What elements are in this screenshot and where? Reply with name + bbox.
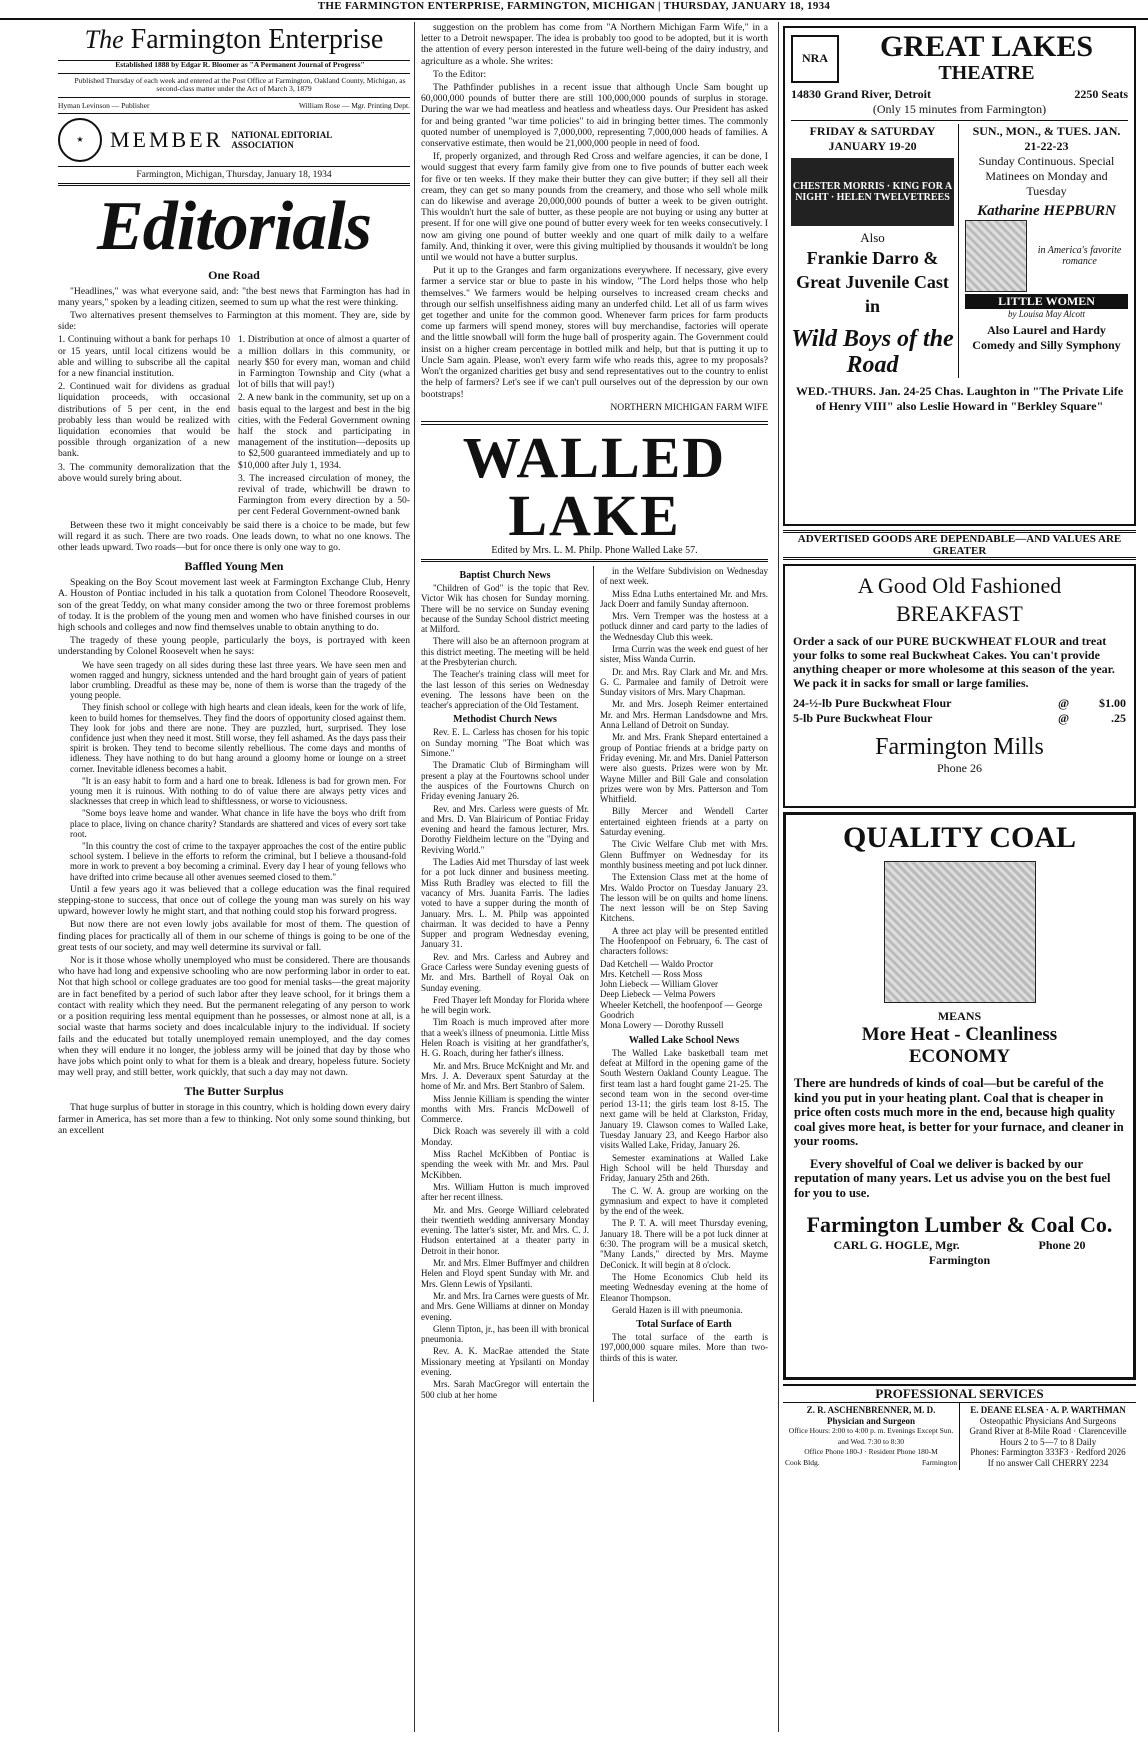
staff-publisher: Hyman Levinson — Publisher xyxy=(58,100,150,110)
mills-ad xyxy=(783,564,1136,808)
coal-contact xyxy=(794,1238,1125,1253)
coal-company: Farmington Lumber & Coal Co. xyxy=(806,1212,1113,1237)
coal-para-1: There are hundreds of kinds of coal—but be careful of the kind you put in your heating plant. Coal that is cheaper in price often costs much more in the end, because high quality coal gives more heat, is better for your furnace, and cleaner in your rooms. xyxy=(794,1076,1124,1148)
masthead-the: The xyxy=(84,25,124,54)
publication-notice: Published Thursday of each week and entered at the Post Office at Farmington, Oakland County, Michigan, as second-class matter under the Act of March 3, 1879 xyxy=(74,75,406,93)
news-item: Mr. and Mrs. Bruce McKnight and Mr. and Mrs. J. A. Deveraux spent Saturday at the home of Mr. and Mrs. Bert Stanbro of Salem. xyxy=(421,1060,589,1092)
letter-para-2: If, properly organized, and through Red Cross and welfare agencies, it can be done, I would suggest that every farm family give from one to five pounds of butter each week for five or ten weeks. If they make their butter they can give butter; if they sell all their cream, they can get so many pounds from the creamery, and those who sell whole milk can do likewise and average 20,000,000 pounds of butter a week to be given outright. This wouldn't hurt the sale of butter, as these people are not buying or using any butter at present. If for one will give one pound of butter every week for ten weeks consecutively. I now am giving one pound of butter weekly and one quart of milk daily to a welfare family. And, thinking it over, were this giving multiplied by thousands it wouldn't be long until we would not have a butter surplus. xyxy=(421,151,768,264)
baffled-para-2: The tragedy of these young people, particularly the boys, is portrayed with keen understanding by Colonel Roosevelt when he says: xyxy=(58,635,410,658)
news-item: Semester examinations at Walled Lake High School will be held Thursday and Friday, January 25th and 26th. xyxy=(600,1152,768,1184)
staff-list xyxy=(58,101,410,110)
news-item: Mrs. Vern Tremper was the hostess at a potluck dinner and card party to the ladies of the Wednesday Club this week. xyxy=(600,611,768,642)
theatre-address: 14830 Grand River, Detroit xyxy=(791,87,931,101)
staff-manager: William Rose — Mgr. Printing Dept. xyxy=(298,100,410,110)
theatre-name: GREAT LAKES xyxy=(879,30,1094,63)
news-item: Mrs. Sarah MacGregor will entertain the 500 club at her home xyxy=(421,1379,589,1400)
alt-right-3: 3. The increased circulation of money, the revival of trade, whichwill be drawn to Farmington from every direction by a 50-per cent Federal Government-owned bank xyxy=(238,472,410,518)
news-item: There will also be an afternoon program at this district meeting. The meeting will be held at the Presbyterian church. xyxy=(421,636,589,667)
coal-title: QUALITY COAL xyxy=(842,821,1077,854)
baffled-after-3: Nor is it those whose wholly unemployed who must be considered. There are thousands who have had long and expensive schooling who are now performing labor in order to eat. Not that high school or college graduates are too good for menial tasks—the great majority are in fact benefited by a period of such labor after they leave school, for it brings them a contact with reality which they need. But the permanent relegating of any person to work or a position requiring less mental equipment than he possesses, or almost none at all, is a social waste that harms society and does incalculable injury to the individual. If society fails and the educated but totally unemployed remain unemployed, and the day comes when they will endure it no longer, the jobless army will be joined that day by those who have jobs which point only to what for them is a bleak and dreary, hopeless future. Society may well pray, and still better, work quickly, that such a day may not dawn. xyxy=(58,955,410,1079)
coal-para-2: Every shovelful of Coal we deliver is backed by our reputation of many years. Let us advise you on the best fuel for you to use. xyxy=(794,1156,1111,1200)
cast-entry: John Liebeck — William Glover xyxy=(600,979,718,990)
also-label: Also xyxy=(860,230,885,245)
coal-shovel-illustration xyxy=(884,861,1036,1003)
theatre-seats: 2250 Seats xyxy=(1074,87,1128,101)
news-item: The Home Economics Club held its meeting Wednesday evening at the home of Eleanor Thompson. xyxy=(600,1271,768,1303)
news-item: Dr. and Mrs. Ray Clark and Mr. and Mrs. G. C. Parmalee and family of Detroit were Sunday visitors of Mrs. Mary Chapman. xyxy=(600,666,768,698)
professional-services xyxy=(783,1384,1136,1470)
theatre-sun-tue xyxy=(965,124,1128,378)
quote-para-1: We have seen tragedy on all sides during these last three years. We have seen men and women ragged and hungry, sickness untended and the hard brought gain of years of patient labor crumbling. Dreadful as these may be, none of them is worse than the tragedy of the young people. xyxy=(70,659,406,701)
butter-heading: The Butter Surplus xyxy=(184,1084,284,1099)
one-road-intro2: Two alternatives present themselves to Farmington at this moment. They are, side by side: xyxy=(58,309,410,333)
letter-para-1: The Pathfinder publishes in a recent issue that although Uncle Sam bought up 60,000,000 pounds of butter there are still 100,000,000 pounds of surplus in storage. During the war we had meatless and heatless and wheatless days. Our President has asked for and being granted "war time policies" to aid in bringing better times. The commonly quoted number of unemployed is 7,000,000, representing 7,000,000 heads of families. A conservative estimate, then would be 21,000,000 people in need of food. xyxy=(421,82,768,150)
news-item: Mr. and Mrs. George Williard celebrated their twentieth wedding anniversary Monday evening. The latter's sister, Mr. and Mrs. C. J. Hudson entertained at a theater party in Detroit in their honor. xyxy=(421,1204,589,1256)
letter-signature: NORTHERN MICHIGAN FARM WIFE xyxy=(610,401,768,413)
coal-slogan-2: ECONOMY xyxy=(908,1046,1011,1067)
aschenbrenner-name: Z. R. ASCHENBRENNER, M. D. xyxy=(806,1405,936,1415)
editorial-column xyxy=(58,22,410,1732)
association-block xyxy=(58,117,410,163)
king-for-a-night-poster: CHESTER MORRIS · KING FOR A NIGHT · HELEN TWELVETREES xyxy=(791,158,954,226)
news-item: Billy Mercer and Wendell Carter entertained eighteen friends at a party on Saturday evening. xyxy=(600,806,768,838)
coal-town: Farmington xyxy=(928,1253,991,1267)
hepburn-tagline: in America's favorite romance xyxy=(1037,245,1122,267)
coal-ad xyxy=(783,812,1136,1380)
news-item: The total surface of the earth is 197,000,000 square miles. More than two-thirds of this is water. xyxy=(600,1332,768,1363)
news-item: Mr. and Mrs. Joseph Reimer entertained Mr. and Mrs. Herman Landsdowne and Mrs. Anna Lelland of Detroit on Sunday. xyxy=(600,699,768,731)
quote-para-4: "Some boys leave home and wander. What chance in life have the boys who drift from place to place, living on chance charity? Standards are shattered and vices of every sort take root. xyxy=(70,808,406,839)
news-item: Rev. and Mrs. Carless and Aubrey and Grace Carless were Sunday evening guests of Mr. and Mrs. Barthell of Royal Oak on Sunday evening. xyxy=(421,951,589,993)
news-item: Tim Roach is much improved after more that a week's illness of pneumonia. Little Miss Helen Roach is visiting at her grandfather's, H. G. Roach, during her father's illness. xyxy=(421,1017,589,1059)
alt-left-1: 1. Continuing without a bank for perhaps 10 or 15 years, until local citizens would be able and willing to subscribe all the capital for a new financial institution. xyxy=(58,334,230,379)
mills-item-name: 24-½-lb Pure Buckwheat Flour xyxy=(793,696,952,710)
news-item: Rev. and Mrs. Carless were guests of Mr. and Mrs. D. Van Blairicum of Pontiac Friday evening and heard the famous lecturer, Mrs. Dorothy Fieldheim lecture on the "Dying and Reviving World." xyxy=(421,803,589,855)
news-item: Irma Currin was the week end guest of her sister, Miss Wanda Currin. xyxy=(600,643,768,665)
advertised-goods-banner: ADVERTISED GOODS ARE DEPENDABLE—AND VALUES ARE GREATER xyxy=(783,530,1136,560)
news-item: Mr. and Mrs. Frank Shepard entertained a group of Pontiac friends at a bridge party on Friday evening. Mr. and Mrs. Daniel Patterson were also guests. Prizes were won by Mr. Wayne Miller and Bill Gale and consolation prizes were won by Mrs. Patterson and Tom Whitfield. xyxy=(600,732,768,805)
middle-column xyxy=(414,22,774,1732)
mills-body: Order a sack of our PURE BUCKWHEAT FLOUR and treat your folks to some real Buckwheat Cakes. You can't provide anything cheaper or more wholesome at this season of the year. We pack it in sacks for small or large families. xyxy=(793,634,1115,690)
baffled-after-2: But now there are not even lowly jobs available for most of them. The question of finding places for practically all of them in our scheme of things is going to be one of the great tests of our society, and may well determine its survival or fall. xyxy=(58,919,410,953)
news-item: The Extension Class met at the home of Mrs. Waldo Proctor on Tuesday January 23. The lesson will be on quilts and home linens. The next lesson will be on Step Saving Kitchens. xyxy=(600,872,768,924)
letter-para-3: Put it up to the Granges and farm organizations everywhere. If necessary, give every farmer a service star or blue to paste in his window, "The Lord helps those who help themselves." We farmers would be helping ourselves to increased cream checks and through our selfish unselfishness aiding many an underfed child. Let all of us farm wives get together and unite for the common good. Whenever farm prices for farm products come up farmers will spend money, stores will buy merchandise, factories will operate and the little snowball will form the huge ball of prosperity again. The Government could insist on a higher cream percentage in bottled milk and help, but that is putting it up to Uncle Sam again. Please, won't every farm wife who reads this, agree to my proposals? Won't the organized charities get busy and send representatives out to the country to enlist the help of farmers? Let's see if we can't pull ourselves out of the depression by our own bootstraps! xyxy=(421,265,768,400)
alt-left-2: 2. Continued wait for dividens as gradual liquidation proceeds, with occasional distributions of 5 per cent, in the end probably less than would be realized with liquidation economies that would be possible through organization of a new bank. xyxy=(58,381,230,460)
alt-right-2: 2. A new bank in the community, set up on a basis equal to the largest and best in the big cities, with the Federal Government owning half the stock and participating in management of the institution—deposits up to $2,500 guaranteed immediately and up to $10,000 after July 1, 1934. xyxy=(238,392,410,471)
frankie-darro-feature: Frankie Darro & Great Juvenile Cast in xyxy=(796,248,949,316)
news-item: Dick Roach was severely ill with a cold Monday. xyxy=(421,1126,589,1147)
elsea-warthman-names: E. DEANE ELSEA · A. P. WARTHMAN xyxy=(970,1405,1126,1415)
laurel-hardy-also: Also Laurel and Hardy Comedy and Silly Symphony xyxy=(972,323,1121,352)
elsea-warthman-hours: Hours 2 to 5—7 to 8 Daily xyxy=(999,1436,1097,1447)
letter-salutation: To the Editor: xyxy=(433,68,487,80)
butter-para: That huge surplus of butter in storage in this country, which is holding down every dairy farmer in America, has set more than a few to thinking. Not only some sound thinking, but an excellent xyxy=(58,1102,410,1136)
coal-slogan-1: More Heat - Cleanliness xyxy=(861,1024,1058,1045)
news-subheading: Baptist Church News xyxy=(459,569,551,581)
news-item: The C. W. A. group are working on the gymnasium and expect to have it completed by the end of the week. xyxy=(600,1185,768,1217)
masthead-title xyxy=(58,22,410,61)
ads-column xyxy=(778,22,1140,1732)
mills-item-at: @ xyxy=(1058,696,1070,710)
mills-item-at: @ xyxy=(1058,711,1070,725)
editorials-banner: Editorials xyxy=(97,187,371,265)
association-seal-icon: ★ xyxy=(58,118,102,162)
aschenbrenner-town: Farmington xyxy=(922,1457,957,1467)
theatre-subname: THEATRE xyxy=(938,62,1035,84)
fri-sat-dates: FRIDAY & SATURDAY JANUARY 19-20 xyxy=(809,124,936,153)
coal-phone: Phone 20 xyxy=(1038,1238,1086,1252)
quote-para-2: They finish school or college with high hearts and clean ideals, keen for the work of life, keen to build homes for themselves. They find the doors of opportunity closed against them. They look for jobs and there are none. They are puzzled, hurt, surprised. They lose confidence just when they need it most. Still worse, they fell ashamed. As the days pass their spirit is broken. They tend to become silently rebellious. The come days and months of idleness. They have nothing to do but hang around a gloomy home or lounge on a street corner. Inevitable idleness becomes a habit. xyxy=(70,702,406,774)
mills-item-price: .25 xyxy=(1111,711,1126,725)
masthead-name: Farmington Enterprise xyxy=(130,24,384,55)
aschenbrenner-hours: Office Hours: 2:00 to 4:00 p. m. Evenings Except Sun. and Wed. 7:30 to 8:30 xyxy=(788,1426,954,1446)
alternatives-list xyxy=(58,334,410,519)
one-road-intro: "Headlines," was what everyone said, and: "the best news that Farmington has had in many years," spoken by a leading citizen, seemed to sum up what the rest were thinking. xyxy=(58,285,410,308)
news-item: Fred Thayer left Monday for Florida where he will begin work. xyxy=(421,994,589,1016)
hepburn-portrait xyxy=(965,220,1027,292)
aschenbrenner-role: Physician and Surgeon xyxy=(826,1415,916,1426)
aschenbrenner-card xyxy=(783,1403,960,1470)
news-item: Miss Edna Luths entertained Mr. and Mrs. Jack Doerr and family Sunday afternoon. xyxy=(600,588,768,609)
professional-title: PROFESSIONAL SERVICES xyxy=(783,1384,1136,1403)
mills-item-name: 5-lb Pure Buckwheat Flour xyxy=(793,711,933,725)
coal-manager: CARL G. HOGLE, Mgr. xyxy=(833,1238,960,1252)
news-item: The Civic Welfare Club met with Mrs. Glenn Buffmyer on Wednesday for its monthly business meeting and pot luck dinner. xyxy=(600,839,768,870)
one-road-heading: One Road xyxy=(208,267,260,282)
association-name: NATIONAL EDITORIAL ASSOCIATION xyxy=(231,129,332,150)
news-item: The Ladies Aid met Thursday of last week for a pot luck dinner and business meeting. Miss Ruth Bradley was elected to fill the vacancy of Mrs. Juanita Farris. The ladies voted to have a supper during the month of January. Mrs. L. M. Philp was appointed chairman. It was decided to have a Penny Supper and program Wednesday evening, January 31. xyxy=(421,857,589,950)
news-item: Gerald Hazen is ill with pneumonia. xyxy=(612,1304,743,1315)
dateline: Farmington, Michigan, Thursday, January 18, 1934 xyxy=(136,169,332,180)
alternatives-right xyxy=(238,334,410,519)
established-line: Established 1888 by Edgar R. Bloomer as "A Permanent Journal of Progress" xyxy=(115,60,365,69)
theatre-fri-sat xyxy=(791,124,959,378)
mills-price-list xyxy=(793,696,1126,726)
news-item: The Teacher's training class will meet for the last lesson of this series on Wednesday evening. The lessons have been on the teacher's appreciation of the Old Testament. xyxy=(421,669,589,711)
nra-eagle-icon: NRA xyxy=(791,35,839,83)
theatre-ad xyxy=(783,26,1136,526)
wed-thurs-program: WED.-THURS. Jan. 24-25 Chas. Laughton in "The Private Life of Henry VIII" also Leslie Howard in "Berkley Square" xyxy=(795,384,1124,413)
walled-lake-col-a xyxy=(421,566,594,1402)
cast-entry: Mrs. Ketchell — Ross Moss xyxy=(600,968,703,979)
mills-price-row xyxy=(793,711,1126,726)
running-head: THE FARMINGTON ENTERPRISE, FARMINGTON, MICHIGAN | THURSDAY, JANUARY 18, 1934 xyxy=(0,0,1148,20)
little-women-author: by Louisa May Alcott xyxy=(1007,309,1086,319)
walled-lake-editor: Edited by Mrs. L. M. Philp. Phone Walled Lake 57. xyxy=(421,545,768,562)
news-item: Mrs. William Hutton is much improved after her recent illness. xyxy=(421,1181,589,1203)
coal-means: MEANS xyxy=(937,1009,982,1023)
baffled-after-1: Until a few years ago it was believed that a college education was the final required stepping-stone to success, that once out of college the young man was surely on his way upward, however lowly he might start, and that nothing could stop his forward progress. xyxy=(58,883,410,918)
mills-price-row xyxy=(793,696,1126,711)
quote-para-5: "In this country the cost of crime to the taxpayer approaches the cost of the entire public school system. I believe in the efforts to reform the criminal, but I believe a thousand-fold more in work to prevent a boy becoming a criminal. Every day I hear of young fellows who have drifted into crime because all other avenues seemed closed to them." xyxy=(70,841,406,882)
elsea-warthman-card xyxy=(960,1403,1136,1470)
news-subheading: Walled Lake School News xyxy=(628,1034,740,1046)
alt-left-3: 3. The community demoralization that the above would surely bring about. xyxy=(58,461,230,484)
baffled-heading: Baffled Young Men xyxy=(184,559,284,574)
quote-para-3: "It is an easy habit to form and a hard one to break. Idleness is bad for grown men. For young men it is ruinous. With nothing to do of value there are always petty vices and slacknesses that creep in which lead to shiftlessness, or worse to viciousness. xyxy=(70,775,406,807)
one-road-closing: Between these two it might conceivably be said there is a choice to be made, but few will regard it as such. There are two roads. One leads down, to what no one knows. The other leads upward. Two roads—but for once there is only one way to go. xyxy=(58,519,410,553)
little-women-title: LITTLE WOMEN xyxy=(965,294,1128,309)
cast-entry: Dad Ketchell — Waldo Proctor xyxy=(600,958,714,969)
aschenbrenner-phones: Office Phone 180-J · Resident Phone 180-M xyxy=(804,1447,938,1456)
baffled-para-1: Speaking on the Boy Scout movement last week at Farmington Exchange Club, Henry A. Houston of Pontiac included in his talk a quotation from Colonel Theodore Roosevelt, son of the great Teddy, on what many consider among the two or three foremost problems of today. It is the problem of the young men and women who have finished courses in our high schools and colleges and now find themselves unable to obtain anything to do. xyxy=(58,577,410,633)
wild-boys-title: Wild Boys of the Road xyxy=(791,326,954,378)
theatre-distance: (Only 15 minutes from Farmington) xyxy=(872,102,1047,116)
news-item: Miss Jennie Killiam is spending the winter months with Mrs. Francis McDowell of Commerce. xyxy=(421,1093,589,1125)
professional-cards xyxy=(783,1403,1136,1470)
news-item: Mr. and Mrs. Elmer Buffmyer and children Helen and Floyd spent Sunday with Mr. and Mrs. Glenn Lewis of Ypsilanti. xyxy=(421,1258,589,1289)
roosevelt-quote xyxy=(58,660,410,882)
news-item: Rev. A. K. MacRae attended the State Missionary meeting at Ypsilanti on Monday evening. xyxy=(421,1346,589,1377)
mills-company: Farmington Mills xyxy=(875,734,1044,760)
mills-item-price: $1.00 xyxy=(1099,696,1126,710)
news-item: The Dramatic Club of Birmingham will present a play at the Fourtowns school under the auspices of the Fourtowns Church on Friday evening January 26. xyxy=(421,760,589,802)
alternatives-left xyxy=(58,334,230,519)
cast-entry: Mona Lowery — Dorothy Russell xyxy=(600,1020,724,1031)
aschenbrenner-building: Cook Bldg. xyxy=(785,1457,820,1467)
sun-tue-dates: SUN., MON., & TUES. JAN. 21-22-23 xyxy=(972,124,1121,153)
letter-intro: suggestion on the problem has come from "A Northern Michigan Farm Wife," in a letter to a Detroit newspaper. The idea is probably too good to be adopted, but it is worth the attention of every person interested in the future well-being of the dairy industry, and agriculture as a whole. She writes: xyxy=(421,22,768,67)
mills-title: A Good Old Fashioned BREAKFAST xyxy=(857,573,1062,626)
news-item: in the Welfare Subdivision on Wednesday of next week. xyxy=(600,565,768,587)
news-item: A three act play will be presented entitled The Hoofenpoof on February, 6. The cast of characters follows: xyxy=(600,925,768,957)
walled-lake-banner: WALLED LAKE xyxy=(421,421,768,545)
news-item: The P. T. A. will meet Thursday evening, January 18. There will be a pot luck dinner at 6:30. The program will be a musical sketch, "Many Lands," directed by Mrs. Mayme DeConick. It will begin at 8 o'clock. xyxy=(600,1218,768,1270)
mills-phone: Phone 26 xyxy=(937,761,982,775)
walled-lake-col-b xyxy=(600,566,768,1402)
alt-right-1: 1. Distribution at once of almost a quarter of a million dollars in this community, or nearly $50 for every man, woman and child in Farmington Township and City (what a lot of bills that will pay!) xyxy=(238,334,410,391)
member-label: MEMBER xyxy=(110,126,224,152)
news-item: The Walled Lake basketball team met defeat at Milford in the opening game of the South Western Oakland County League. The first team last a hard fought game 21-25. The second team won in the second over-time period 13-11; the girls team lost 8-15. The next game will be held at Clarkston, Friday, January 19. Clawson comes to Walled Lake, Tuesday January 23, and Keego Harbor also visits Walled Lake, Friday, January 26. xyxy=(600,1047,768,1151)
elsea-warthman-role: Osteopathic Physicians And Surgeons xyxy=(979,1415,1117,1426)
cast-entry: Wheeler Ketchell, the hoofenpoof — George Goodrich xyxy=(600,999,763,1021)
walled-lake-news xyxy=(421,566,768,1402)
news-item: Rev. E. L. Carless has chosen for his topic on Sunday morning "The Boat which was Simone." xyxy=(421,727,589,759)
continuous-note: Sunday Continuous. Special Matinees on Monday and Tuesday xyxy=(978,154,1115,198)
cast-entry: Deep Liebeck — Velma Powers xyxy=(600,989,716,1000)
hepburn-name: Katharine HEPBURN xyxy=(977,203,1116,219)
elsea-warthman-note: If no answer Call CHERRY 2234 xyxy=(987,1457,1109,1468)
news-subheading: Methodist Church News xyxy=(453,714,557,726)
elsea-warthman-phones: Phones: Farmington 333F3 · Redford 2026 xyxy=(970,1447,1126,1457)
news-item: Mr. and Mrs. Ira Carnes were guests of Mr. and Mrs. Gene Williams at dinner on Monday evening. xyxy=(421,1290,589,1322)
farm-wife-letter xyxy=(421,22,768,413)
theatre-address-row xyxy=(791,87,1128,102)
theatre-programs xyxy=(791,124,1128,378)
theatre-header xyxy=(791,32,1128,85)
news-item: Miss Rachel McKibben of Pontiac is spending the week with Mr. and Mrs. Paul McKibben. xyxy=(421,1149,589,1180)
news-item: "Children of God" is the topic that Rev. Victor Wik has chosen for Sunday morning. There will be no service on Sunday evening because of the Sunday School district meeting at Milford. xyxy=(421,582,589,635)
elsea-warthman-address: Grand River at 8-Mile Road · Clarenceville xyxy=(969,1426,1127,1436)
news-item: Glenn Tipton, jr., has been ill with bronical pneumonia. xyxy=(421,1323,589,1345)
news-subheading: Total Surface of Earth xyxy=(636,1319,732,1331)
